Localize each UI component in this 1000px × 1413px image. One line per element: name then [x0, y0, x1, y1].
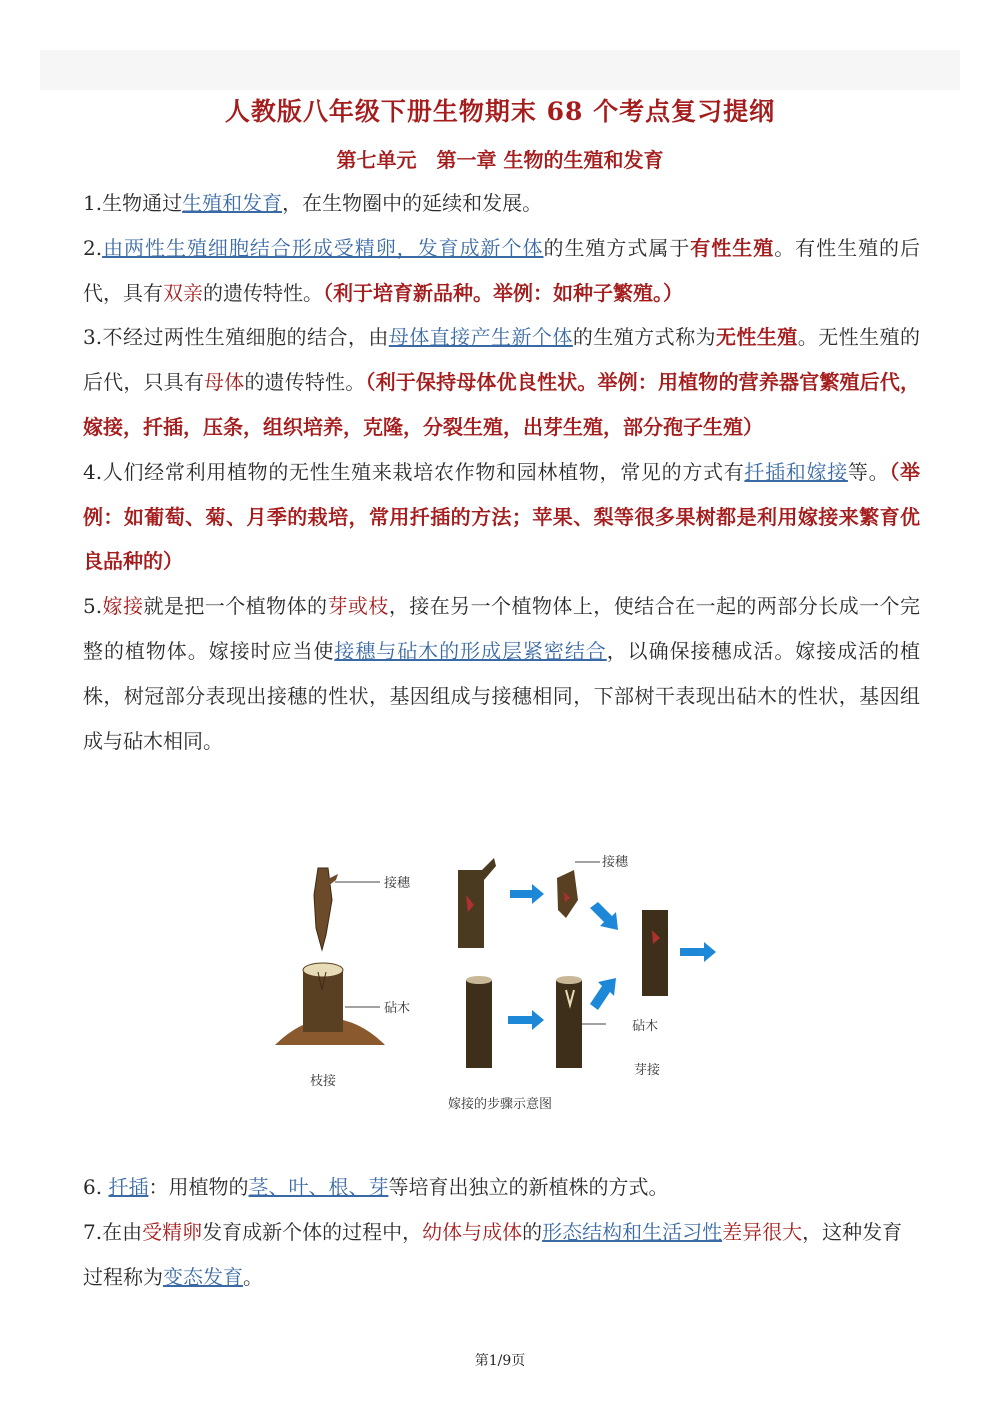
text: 4.人们经常利用植物的无性生殖来栽培农作物和园林植物，常见的方式有	[83, 459, 745, 484]
arrow-icon	[680, 942, 716, 962]
key-term: 扦插	[108, 1175, 149, 1199]
example-note: （举例：如葡萄、菊、月季的栽培，常用扦插的方法；苹果、梨等很多果树都是利用嫁接来繁育优良品种的）	[83, 459, 921, 574]
text: 发育成新个体的过程中，	[202, 1219, 423, 1244]
bud-graft-label: 芽接	[634, 1063, 661, 1078]
key-term: 接穗与砧木的形成层紧密结合	[334, 638, 607, 663]
text: 7.在由	[83, 1219, 143, 1244]
grafting-diagram	[260, 840, 730, 1130]
bud-stock-label: 砧木	[632, 1019, 659, 1034]
bud-graft-step-3	[642, 910, 668, 996]
point-5	[83, 584, 920, 763]
text: 的生殖方式属于	[543, 235, 691, 260]
text: 。无性生殖的后代，只具有	[83, 325, 921, 395]
bud-graft-stock-1	[466, 976, 492, 1068]
key-term: 茎、叶、根、芽	[248, 1175, 389, 1199]
example-note: （利于培育新品种。举例：如种子繁殖。）	[323, 280, 683, 305]
key-term: 有性生殖	[690, 235, 775, 260]
text: 就是把一个植物体的	[143, 594, 328, 619]
arrow-icon	[508, 1010, 544, 1030]
key-term: 母体	[204, 370, 245, 395]
key-term: 形态结构和生活习性	[542, 1219, 723, 1244]
key-term: 幼体与成体	[422, 1219, 523, 1244]
point-6	[83, 1165, 920, 1210]
bud-graft-step-1	[458, 858, 496, 948]
branch-graft-label: 枝接	[310, 1074, 337, 1089]
branch-graft-stock	[275, 963, 385, 1045]
key-term: 由两性生殖细胞结合形成受精卵，发育成新个体	[102, 235, 544, 260]
text: 的	[522, 1219, 543, 1244]
text: 等培育出独立的新植株的方式。	[388, 1175, 669, 1199]
text: 的遗传特性。	[244, 370, 366, 395]
point-7	[83, 1210, 920, 1300]
text: 的生殖方式称为	[572, 325, 716, 350]
text: ，以确保接穗成活。嫁接成活的植株，树冠部分表现出接穗的性状，基因组成与接穗相同，下部树干表现出砧木的性状，基因组成与砧木相同。	[83, 638, 921, 753]
text: 。	[243, 1264, 263, 1289]
arrow-icon	[590, 978, 616, 1010]
arrow-icon	[590, 902, 618, 930]
arrow-icon	[510, 884, 544, 904]
branch-graft-scion	[314, 868, 338, 950]
bud-graft-stock-2	[556, 976, 582, 1068]
key-term: 变态发育	[163, 1264, 243, 1289]
text: 。有性生殖的后代，具有	[83, 235, 921, 305]
page-number: 第1/9页	[474, 1353, 526, 1369]
example-note: （利于保持母体优良性状。举例：用植物的营养器官繁殖后代，嫁接，扦插，压条，组织培养，克隆，分裂生殖，出芽生殖，部分孢子生殖）	[83, 370, 921, 439]
key-term: 芽或枝	[327, 594, 389, 619]
text: ，这种发育过程称为	[83, 1219, 903, 1289]
text: 5.	[83, 594, 103, 619]
bud-graft-scion	[557, 870, 578, 918]
point-2	[83, 226, 920, 316]
key-term: 受精卵	[142, 1219, 203, 1244]
key-term: 母体直接产生新个体	[388, 325, 573, 350]
point-3	[83, 315, 920, 449]
bud-scion-label: 接穗	[602, 855, 629, 870]
scion-label: 接穗	[384, 876, 411, 891]
key-term: 扦插和嫁接	[744, 459, 848, 484]
grafting-svg	[260, 840, 730, 1130]
text: 等。	[847, 459, 890, 484]
page-title: 人教版八年级下册生物期末 68 个考点复习提纲	[224, 97, 776, 126]
key-term: 差异很大	[722, 1219, 803, 1244]
header-band	[40, 50, 960, 90]
text: 6.	[83, 1175, 109, 1199]
outline-body	[83, 181, 920, 763]
text: ，在生物圈中的延续和发展。	[282, 191, 543, 215]
text: 1.生物通过	[83, 191, 183, 215]
key-term: 生殖和发育	[182, 191, 283, 215]
stock-label: 砧木	[384, 1001, 411, 1016]
chapter-subtitle: 第七单元 第一章 生物的生殖和发育	[336, 148, 664, 172]
key-term: 无性生殖	[715, 325, 798, 350]
key-term: 双亲	[163, 280, 203, 305]
text: 2.	[83, 235, 103, 260]
figure-caption: 嫁接的步骤示意图	[448, 1097, 553, 1112]
text: ：用植物的	[148, 1175, 249, 1199]
point-1	[83, 181, 920, 226]
key-term: 嫁接	[102, 594, 144, 619]
outline-body-continued	[83, 1165, 920, 1299]
text: 3.不经过两性生殖细胞的结合，由	[83, 325, 389, 350]
text: ，接在另一个植物体上，使结合在一起的两部分长成一个完整的植物体。嫁接时应当使	[83, 594, 921, 663]
text: 的遗传特性。	[203, 280, 323, 305]
point-4	[83, 450, 920, 584]
